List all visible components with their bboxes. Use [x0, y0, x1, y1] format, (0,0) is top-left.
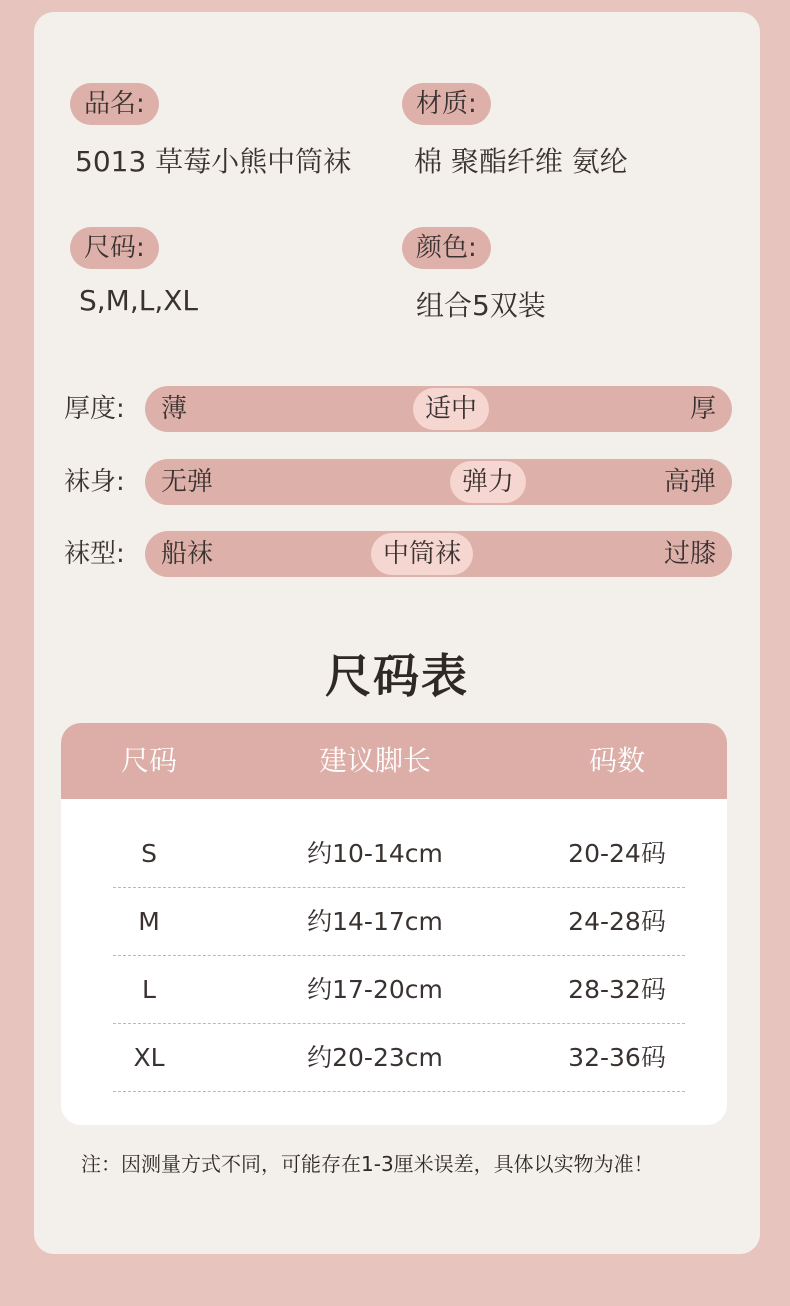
- sock-type-option-mid-calf-selected: 中筒袜: [371, 533, 473, 575]
- cell-foot-length: 约17-20cm: [307, 975, 443, 1004]
- thickness-option-medium-selected: 适中: [413, 388, 489, 430]
- color-tag: 颜色:: [402, 227, 491, 269]
- cell-shoe-size: 24-28码: [568, 907, 666, 936]
- elasticity-option-high: 高弹: [663, 467, 716, 497]
- table-row: [61, 956, 727, 1024]
- thickness-option-thin: 薄: [161, 394, 188, 424]
- material-tag: 材质:: [402, 83, 491, 125]
- table-header: [61, 723, 727, 799]
- header-foot-length: 建议脚长: [318, 744, 431, 777]
- cell-shoe-size: 20-24码: [568, 839, 666, 868]
- size-value: S,M,L,XL: [79, 284, 199, 317]
- thickness-scale: [145, 386, 732, 432]
- cell-foot-length: 约14-17cm: [307, 907, 443, 936]
- elasticity-scale: [145, 459, 732, 505]
- sock-type-scale: [145, 531, 732, 577]
- cell-shoe-size: 32-36码: [568, 1043, 666, 1072]
- table-row: [61, 820, 727, 888]
- elasticity-option-elastic-selected: 弹力: [450, 461, 526, 503]
- header-size: 尺码: [120, 744, 177, 777]
- size-chart-table: [61, 723, 727, 1125]
- name-value: 5013 草莓小熊中筒袜: [75, 145, 352, 178]
- cell-size: S: [141, 839, 157, 868]
- name-tag: 品名:: [70, 83, 159, 125]
- material-value: 棉 聚酯纤维 氨纶: [414, 145, 628, 178]
- cell-foot-length: 约10-14cm: [307, 839, 443, 868]
- table-row: [61, 888, 727, 956]
- sock-type-label: 袜型:: [64, 539, 125, 569]
- measurement-note: 注：因测量方式不同，可能存在1-3厘米误差，具体以实物为准！: [81, 1152, 654, 1176]
- cell-shoe-size: 28-32码: [568, 975, 666, 1004]
- color-value: 组合5双装: [416, 289, 546, 322]
- sock-type-option-over-knee: 过膝: [663, 539, 716, 569]
- elasticity-label: 袜身:: [64, 467, 125, 497]
- thickness-label: 厚度:: [64, 394, 125, 424]
- cell-foot-length: 约20-23cm: [307, 1043, 443, 1072]
- cell-size: M: [138, 907, 160, 936]
- sock-type-option-boat: 船袜: [161, 539, 214, 569]
- product-info-card: [34, 12, 760, 1254]
- elasticity-option-none: 无弹: [161, 467, 214, 497]
- row-divider: [113, 1091, 685, 1092]
- cell-size: L: [142, 975, 156, 1004]
- size-tag: 尺码:: [70, 227, 159, 269]
- cell-size: XL: [133, 1043, 165, 1072]
- table-row: [61, 1024, 727, 1092]
- header-shoe-size: 码数: [588, 744, 645, 777]
- size-chart-title: 尺码表: [325, 649, 469, 703]
- thickness-option-thick: 厚: [689, 394, 716, 424]
